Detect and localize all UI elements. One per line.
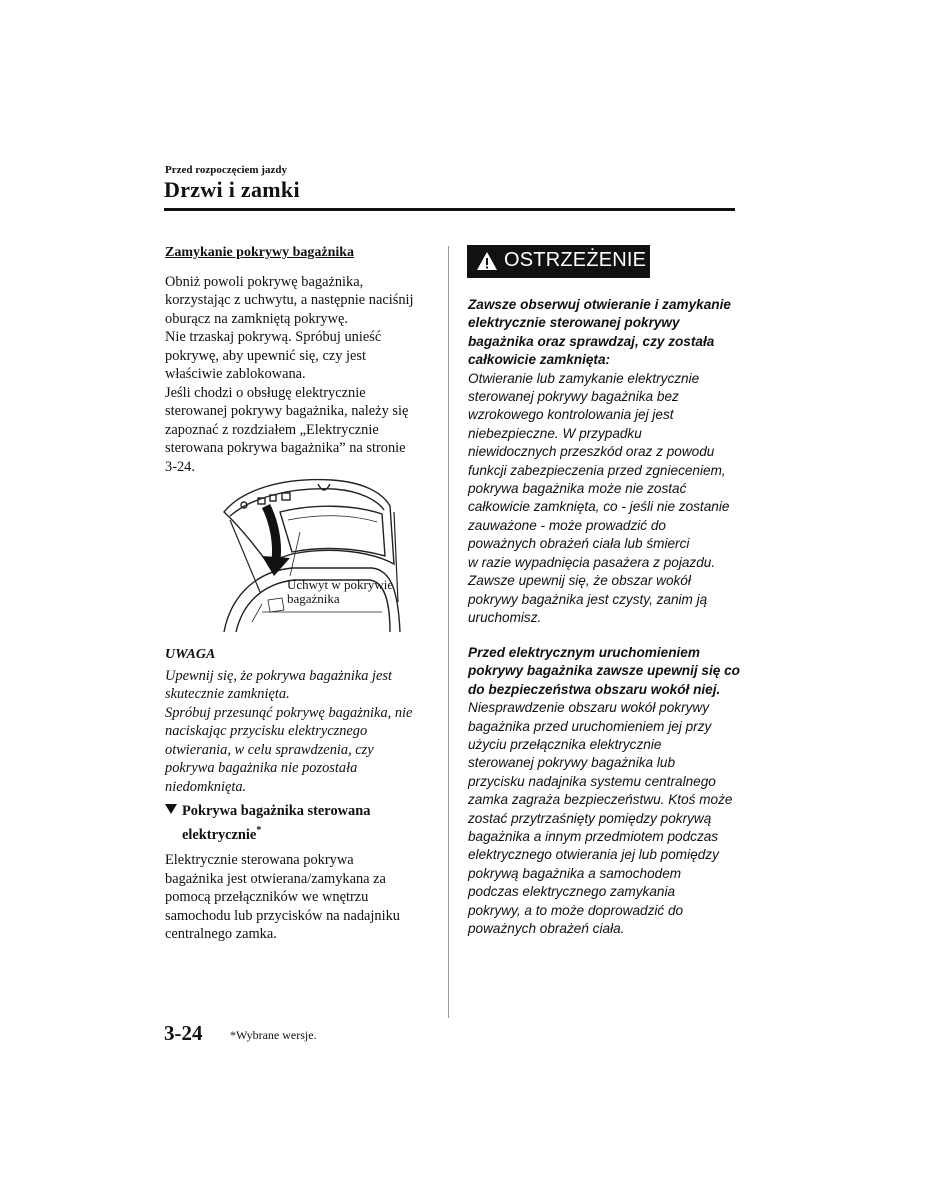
- warning-line: poważnych obrażeń ciała lub śmierci: [468, 536, 690, 552]
- warning-line: w razie wypadnięcia pasażera z pojazdu.: [468, 554, 716, 570]
- subsection-title-line2: elektrycznie: [182, 826, 257, 843]
- warning-label: OSTRZEŻENIE: [504, 249, 647, 271]
- note-line: naciskając przycisku elektrycznego: [165, 723, 368, 739]
- warning-bold-line: Przed elektrycznym uruchomieniem: [468, 645, 700, 660]
- warning-line: uruchomisz.: [468, 609, 542, 625]
- warning-line: funkcji zabezpieczenia przed zgnieceniem,: [468, 462, 726, 478]
- paragraph-line: korzystając z uchwytu, a następnie naciśnij: [165, 292, 414, 308]
- warning-line: przycisku nadajnika systemu centralnego: [468, 773, 716, 789]
- warning-line: bagażnika a innym przedmiotem podczas: [468, 829, 719, 845]
- warning-triangle-icon: [476, 251, 498, 271]
- subsection-heading: [165, 802, 435, 845]
- warning-line: zauważone - może prowadzić do: [468, 517, 666, 533]
- warning-line: niewidocznych przeszkód oraz z powodu: [468, 444, 715, 460]
- warning-line: Otwieranie lub zamykanie elektrycznie: [468, 370, 700, 386]
- paragraph-line: Obniż powoli pokrywę bagażnika,: [165, 273, 364, 290]
- paragraph-line: sterowana pokrywa bagażnika” na stronie: [165, 440, 406, 456]
- subsection-title-line1: Pokrywa bagażnika sterowana: [182, 803, 371, 819]
- section-kicker: Przed rozpoczęciem jazdy: [165, 164, 287, 176]
- warning-bold-line: do bezpieczeństwa obszaru wokół niej.: [468, 681, 721, 697]
- note-line: niedomknięta.: [165, 778, 247, 795]
- left-column: [165, 244, 435, 476]
- paragraph-line: centralnego zamka.: [165, 926, 277, 942]
- title-rule: [164, 208, 735, 211]
- subsection-body: [165, 851, 435, 944]
- paragraph-line: samochodu lub przycisków na nadajniku: [165, 907, 400, 924]
- footnote: *Wybrane wersje.: [230, 1028, 317, 1042]
- paragraph-line: pomocą przełączników we wnętrzu: [165, 889, 369, 905]
- closing-instructions: [165, 273, 435, 477]
- figure-label-line: Uchwyt w pokrywie: [287, 577, 394, 592]
- paragraph-line: Jeśli chodzi o obsługę elektrycznie: [165, 384, 366, 401]
- page-title: Drzwi i zamki: [164, 177, 300, 202]
- warning-bold-line: pokrywy bagażnika zawsze upewnij się co: [468, 663, 740, 679]
- warning-line: pokrywy bagażnika jest czysty, zanim ją: [468, 591, 708, 607]
- column-divider: [448, 246, 449, 1018]
- warning-block-1: [468, 296, 738, 627]
- warning-line: elektrycznego otwierania jej lub pomiędzy: [468, 847, 719, 863]
- warning-line: poważnych obrażeń ciała.: [468, 921, 625, 937]
- page-number: 3-24: [164, 1021, 203, 1045]
- paragraph-line: bagażnika jest otwierana/zamykana za: [165, 870, 386, 887]
- note-line: Spróbuj przesunąć pokrywę bagażnika, nie: [165, 704, 413, 721]
- warning-line: sterowanej pokrywy bagażnika lub: [468, 755, 676, 771]
- warning-line: użyciu przełącznika elektrycznie: [468, 737, 662, 753]
- warning-line: bagażnika przed uruchomieniem jej przy: [468, 718, 712, 734]
- warning-bold-line: całkowicie zamknięta:: [468, 352, 611, 368]
- tailgate-illustration: [222, 472, 402, 637]
- note-line: Upewnij się, że pokrywa bagażnika jest: [165, 667, 393, 684]
- warning-line: pokrywą bagażnika a samochodem: [468, 865, 682, 881]
- warning-line: pokrywa bagażnika może nie zostać: [468, 481, 687, 497]
- figure-callout-label: [287, 578, 393, 606]
- paragraph-line: Nie trzaskaj pokrywą. Spróbuj unieść: [165, 329, 382, 345]
- note-line: skutecznie zamknięta.: [165, 686, 290, 702]
- paragraph-line: oburącz na zamkniętą pokrywę.: [165, 310, 348, 327]
- paragraph-line: właściwie zablokowana.: [165, 366, 306, 382]
- warning-bold-line: Zawsze obserwuj otwieranie i zamykanie: [468, 297, 731, 312]
- paragraph-line: Elektrycznie sterowana pokrywa: [165, 852, 354, 868]
- paragraph-line: pokrywę, aby upewnić się, czy jest: [165, 347, 367, 364]
- note-block: [165, 646, 435, 796]
- note-line: pokrywa bagażnika nie pozostała: [165, 760, 358, 776]
- figure-label-line: bagażnika: [287, 591, 340, 606]
- warning-line: całkowicie zamknięta, co - jeśli nie zostanie: [468, 499, 730, 515]
- paragraph-line: sterowanej pokrywy bagażnika, należy się: [165, 403, 409, 419]
- warning-block-2: [468, 644, 738, 939]
- warning-line: sterowanej pokrywy bagażnika bez: [468, 389, 679, 405]
- paragraph-line: zapoznać z rozdziałem „Elektrycznie: [165, 421, 379, 438]
- warning-line: zostać przytrzaśnięty pomiędzy pokrywą: [468, 810, 712, 826]
- warning-line: podczas elektrycznego zamykania: [468, 884, 676, 900]
- triangle-bullet-icon: [165, 804, 177, 814]
- warning-bold-line: elektrycznie sterowanej pokrywy: [468, 315, 680, 331]
- paragraph-line: 3-24.: [165, 458, 195, 475]
- warning-line: Zawsze upewnij się, że obszar wokół: [468, 573, 691, 589]
- warning-line: zamka zagraża bezpieczeństwu. Ktoś może: [468, 792, 733, 808]
- warning-bold-line: bagażnika oraz sprawdzaj, czy została: [468, 333, 715, 349]
- optional-marker: *: [256, 825, 262, 836]
- section-heading: Zamykanie pokrywy bagażnika: [165, 245, 355, 260]
- note-line: otwierania, w celu sprawdzenia, czy: [165, 741, 374, 758]
- note-title: UWAGA: [165, 647, 216, 662]
- warning-line: niebezpieczne. W przypadku: [468, 425, 642, 441]
- warning-banner: [467, 245, 650, 278]
- warning-line: pokrywy, a to może doprowadzić do: [468, 902, 684, 918]
- warning-line: wzrokowego kontrolowania jej jest: [468, 407, 674, 423]
- warning-line: Niesprawdzenie obszaru wokół pokrywy: [468, 700, 710, 716]
